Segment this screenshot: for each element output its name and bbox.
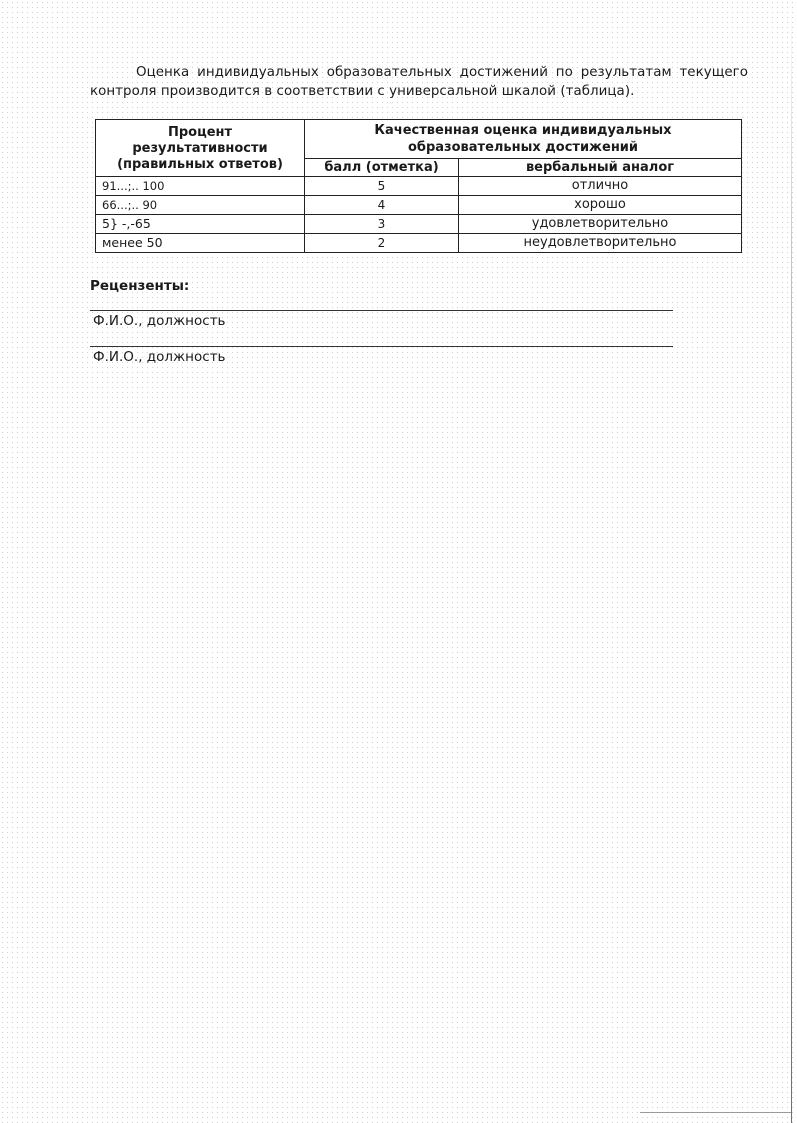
cell-percent: 5} -,-65 (96, 215, 305, 234)
table-row (96, 234, 742, 253)
cell-verbal: неудовлетворительно (459, 234, 742, 253)
table-header-row (96, 120, 742, 159)
signature-line (90, 346, 673, 347)
table-row (96, 215, 742, 234)
table-row (96, 196, 742, 215)
cell-verbal: отлично (459, 177, 742, 196)
page-edge (791, 0, 792, 1123)
cell-score: 5 (305, 177, 459, 196)
signature-label: Ф.И.О., должность (93, 349, 226, 365)
cell-score: 4 (305, 196, 459, 215)
header-quality: Качественная оценка индивидуальных образовательных достижений (305, 120, 742, 159)
reviewers-heading: Рецензенты: (90, 278, 190, 294)
header-score: балл (отметка) (305, 159, 459, 177)
signature-line (90, 310, 673, 311)
cell-score: 3 (305, 215, 459, 234)
grading-scale-table (95, 119, 742, 253)
cell-verbal: удовлетворительно (459, 215, 742, 234)
cell-score: 2 (305, 234, 459, 253)
cell-verbal: хорошо (459, 196, 742, 215)
intro-paragraph: Оценка индивидуальных образовательных достижений по результатам текущего контроля производится в соответствии с универсальной шкалой (таблица). (90, 65, 748, 99)
page-edge (640, 1112, 791, 1113)
table-row (96, 177, 742, 196)
signature-label: Ф.И.О., должность (93, 313, 226, 329)
cell-percent: менее 50 (96, 234, 305, 253)
header-percent: Процент результативности (правильных ответов) (96, 120, 305, 177)
header-verbal: вербальный аналог (459, 159, 742, 177)
cell-percent: 66...;.. 90 (96, 196, 305, 215)
cell-percent: 91...;.. 100 (96, 177, 305, 196)
